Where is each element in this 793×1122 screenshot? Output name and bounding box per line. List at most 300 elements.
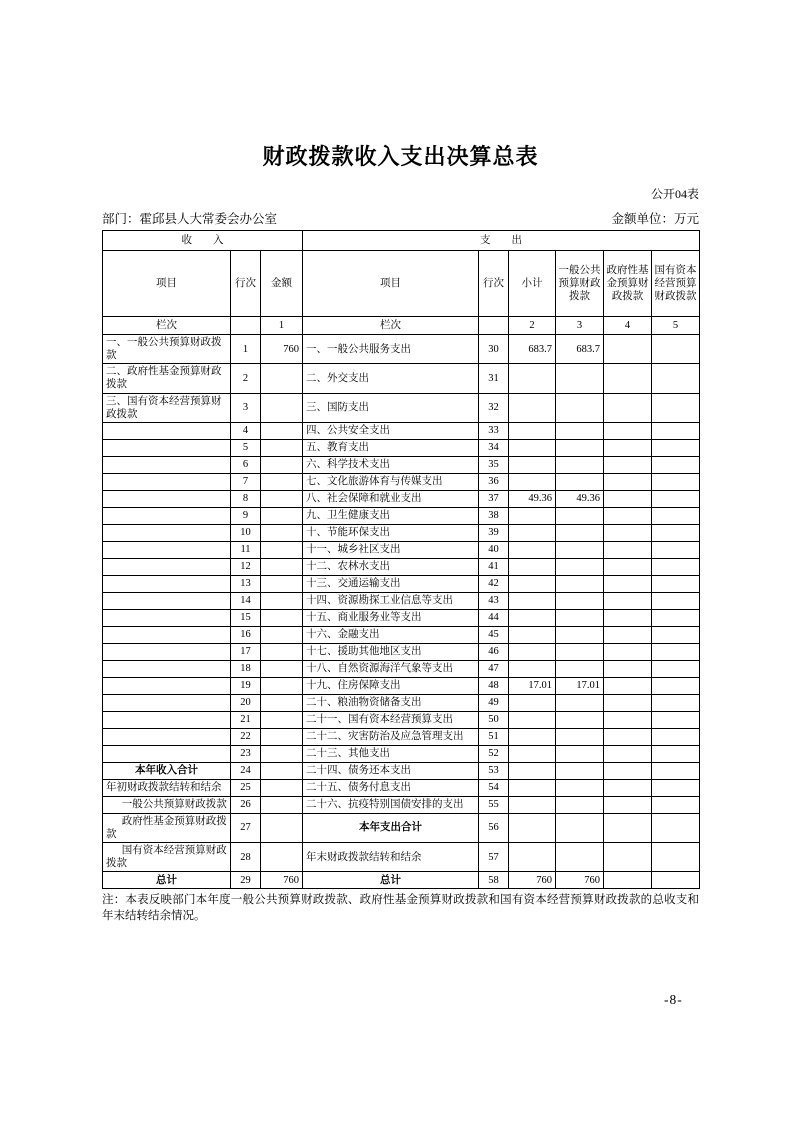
column-number-3: 3 xyxy=(556,317,604,335)
income-item-cell xyxy=(103,660,231,677)
expense-rowno-cell: 30 xyxy=(479,335,509,364)
expense-item-cell: 二十四、债务还本支出 xyxy=(303,762,479,779)
expense-capital-cell xyxy=(652,490,700,507)
expense-rowno-cell: 39 xyxy=(479,524,509,541)
expense-fund-cell xyxy=(604,473,652,490)
expense-rowno-cell: 48 xyxy=(479,677,509,694)
expense-general-cell xyxy=(556,643,604,660)
expense-general-cell xyxy=(556,524,604,541)
expense-general-cell: 683.7 xyxy=(556,335,604,364)
table-row xyxy=(103,507,700,524)
expense-rowno-cell: 33 xyxy=(479,422,509,439)
expense-item-cell: 二十五、债务付息支出 xyxy=(303,779,479,796)
expense-rowno-cell: 36 xyxy=(479,473,509,490)
income-item-cell xyxy=(103,728,231,745)
expense-fund-cell xyxy=(604,779,652,796)
income-amount-cell xyxy=(261,364,303,393)
income-amount-cell: 760 xyxy=(261,872,303,889)
table-row xyxy=(103,643,700,660)
expense-subtotal-cell xyxy=(509,524,556,541)
expense-general-cell xyxy=(556,507,604,524)
expense-subtotal-cell: 17.01 xyxy=(509,677,556,694)
expense-capital-cell xyxy=(652,364,700,393)
expense-item-cell: 十三、交通运输支出 xyxy=(303,575,479,592)
expense-general-cell xyxy=(556,728,604,745)
income-item-cell xyxy=(103,541,231,558)
expense-fund-cell xyxy=(604,677,652,694)
income-rowno-cell: 27 xyxy=(231,813,261,842)
expense-general-cell xyxy=(556,813,604,842)
expense-general-cell: 760 xyxy=(556,872,604,889)
expense-rowno-cell: 44 xyxy=(479,609,509,626)
income-amount-cell xyxy=(261,541,303,558)
income-rowno-header: 行次 xyxy=(231,251,261,317)
income-rowno-cell: 21 xyxy=(231,711,261,728)
expense-general-cell xyxy=(556,843,604,872)
income-rowno-cell: 5 xyxy=(231,439,261,456)
income-amount-header: 金额 xyxy=(261,251,303,317)
income-amount-cell xyxy=(261,524,303,541)
expense-general-cell xyxy=(556,364,604,393)
expense-fund-cell xyxy=(604,490,652,507)
expense-fund-cell xyxy=(604,364,652,393)
expense-general-cell xyxy=(556,393,604,422)
income-item-cell xyxy=(103,558,231,575)
income-amount-cell xyxy=(261,779,303,796)
expense-general-cell xyxy=(556,558,604,575)
expense-capital-cell xyxy=(652,872,700,889)
expense-capital-cell xyxy=(652,575,700,592)
expense-rowno-cell: 53 xyxy=(479,762,509,779)
expense-rowno-cell: 46 xyxy=(479,643,509,660)
expense-rowno-cell: 35 xyxy=(479,456,509,473)
expense-rowno-cell: 55 xyxy=(479,796,509,813)
income-amount-cell xyxy=(261,745,303,762)
income-item-cell xyxy=(103,473,231,490)
income-rowno-cell: 7 xyxy=(231,473,261,490)
expense-rowno-cell: 41 xyxy=(479,558,509,575)
page-number: -8- xyxy=(664,992,683,1007)
expense-rowno-cell: 56 xyxy=(479,813,509,842)
table-row xyxy=(103,490,700,507)
fiscal-appropriation-table xyxy=(102,230,700,889)
expense-general-cell xyxy=(556,660,604,677)
table-row xyxy=(103,335,700,364)
expense-rowno-cell: 45 xyxy=(479,626,509,643)
expense-fund-cell xyxy=(604,422,652,439)
income-rowno-cell: 19 xyxy=(231,677,261,694)
expense-item-cell: 十五、商业服务业等支出 xyxy=(303,609,479,626)
expense-fund-cell xyxy=(604,728,652,745)
column-number-4: 4 xyxy=(604,317,652,335)
expense-capital-cell xyxy=(652,779,700,796)
income-rowno-cell: 1 xyxy=(231,335,261,364)
expense-subtotal-cell xyxy=(509,439,556,456)
expense-rowno-cell: 34 xyxy=(479,439,509,456)
expense-capital-cell xyxy=(652,558,700,575)
expense-rowno-cell: 38 xyxy=(479,507,509,524)
expense-subtotal-cell xyxy=(509,422,556,439)
table-row xyxy=(103,872,700,889)
expense-general-cell xyxy=(556,796,604,813)
expense-subtotal-cell xyxy=(509,728,556,745)
expense-rowno-cell: 47 xyxy=(479,660,509,677)
expense-capital-cell xyxy=(652,711,700,728)
expense-capital-cell xyxy=(652,541,700,558)
expense-rowno-cell: 49 xyxy=(479,694,509,711)
expense-rowno-cell: 51 xyxy=(479,728,509,745)
expense-fund-cell xyxy=(604,393,652,422)
income-rowno-cell: 4 xyxy=(231,422,261,439)
income-item-cell xyxy=(103,677,231,694)
income-amount-cell xyxy=(261,843,303,872)
expense-subtotal-cell xyxy=(509,592,556,609)
expense-fund-cell xyxy=(604,439,652,456)
income-rowno-cell: 11 xyxy=(231,541,261,558)
income-item-cell: 二、政府性基金预算财政拨款 xyxy=(103,364,231,393)
expense-subtotal-cell xyxy=(509,558,556,575)
expense-capital-cell xyxy=(652,592,700,609)
expense-subtotal-cell xyxy=(509,541,556,558)
income-item-cell xyxy=(103,575,231,592)
table-row xyxy=(103,558,700,575)
income-rowno-cell: 12 xyxy=(231,558,261,575)
expense-subtotal-cell xyxy=(509,813,556,842)
expense-fund-cell xyxy=(604,643,652,660)
expense-item-cell: 九、卫生健康支出 xyxy=(303,507,479,524)
expense-subtotal-cell xyxy=(509,473,556,490)
expense-gov-fund-header: 政府性基金预算财政拨款 xyxy=(604,251,652,317)
expense-fund-cell xyxy=(604,609,652,626)
expense-capital-cell xyxy=(652,694,700,711)
expense-subtotal-cell xyxy=(509,779,556,796)
document-sheet xyxy=(102,140,699,924)
table-row xyxy=(103,745,700,762)
expense-fund-cell xyxy=(604,745,652,762)
expense-rowno-cell: 42 xyxy=(479,575,509,592)
income-amount-cell xyxy=(261,490,303,507)
expense-subtotal-cell xyxy=(509,456,556,473)
expense-general-budget-header: 一般公共预算财政拨款 xyxy=(556,251,604,317)
expense-capital-cell xyxy=(652,796,700,813)
expense-capital-cell xyxy=(652,422,700,439)
table-row xyxy=(103,609,700,626)
expense-subtotal-cell xyxy=(509,843,556,872)
income-item-cell: 国有资本经营预算财政拨款 xyxy=(103,843,231,872)
expense-item-cell: 十一、城乡社区支出 xyxy=(303,541,479,558)
income-item-cell xyxy=(103,592,231,609)
table-label: 公开04表 xyxy=(650,187,699,201)
expense-item-cell: 十九、住房保障支出 xyxy=(303,677,479,694)
income-item-cell xyxy=(103,626,231,643)
department-label: 部门：霍邱县人大常委会办公室 xyxy=(102,212,278,226)
expense-capital-cell xyxy=(652,813,700,842)
income-amount-cell: 760 xyxy=(261,335,303,364)
income-rowno-cell: 29 xyxy=(231,872,261,889)
expense-fund-cell xyxy=(604,796,652,813)
table-row xyxy=(103,711,700,728)
expense-item-cell: 十七、援助其他地区支出 xyxy=(303,643,479,660)
expense-subtotal-cell xyxy=(509,364,556,393)
expense-subtotal-cell xyxy=(509,711,556,728)
expense-item-cell: 八、社会保障和就业支出 xyxy=(303,490,479,507)
expense-capital-cell xyxy=(652,439,700,456)
table-row xyxy=(103,843,700,872)
expense-fund-cell xyxy=(604,507,652,524)
expense-subtotal-cell: 683.7 xyxy=(509,335,556,364)
expense-rowno-cell: 40 xyxy=(479,541,509,558)
expense-subtotal-cell xyxy=(509,626,556,643)
column-header-row xyxy=(103,251,700,317)
income-rowno-cell: 26 xyxy=(231,796,261,813)
section-header-row xyxy=(103,231,700,251)
income-rowno-cell: 16 xyxy=(231,626,261,643)
expense-item-cell: 七、文化旅游体育与传媒支出 xyxy=(303,473,479,490)
expense-rowno-cell: 32 xyxy=(479,393,509,422)
expense-capital-cell xyxy=(652,660,700,677)
expense-item-cell: 二十六、抗疫特别国债安排的支出 xyxy=(303,796,479,813)
expense-general-cell xyxy=(556,456,604,473)
table-row xyxy=(103,779,700,796)
expense-subtotal-cell xyxy=(509,643,556,660)
expense-subtotal-cell xyxy=(509,575,556,592)
expense-general-cell xyxy=(556,694,604,711)
expense-item-header: 项目 xyxy=(303,251,479,317)
expense-rowno-blank xyxy=(479,317,509,335)
expense-item-cell: 二十、粮油物资储备支出 xyxy=(303,694,479,711)
income-rowno-cell: 25 xyxy=(231,779,261,796)
income-item-cell xyxy=(103,524,231,541)
income-item-cell xyxy=(103,711,231,728)
table-row xyxy=(103,728,700,745)
expense-general-cell xyxy=(556,439,604,456)
income-item-cell xyxy=(103,694,231,711)
table-row xyxy=(103,439,700,456)
income-amount-cell xyxy=(261,507,303,524)
expense-rowno-cell: 43 xyxy=(479,592,509,609)
income-amount-cell xyxy=(261,660,303,677)
expense-item-cell: 十四、资源勘探工业信息等支出 xyxy=(303,592,479,609)
expense-fund-cell xyxy=(604,626,652,643)
column-number-5: 5 xyxy=(652,317,700,335)
expense-rowno-cell: 37 xyxy=(479,490,509,507)
income-amount-cell xyxy=(261,796,303,813)
income-item-cell xyxy=(103,456,231,473)
income-rowno-cell: 3 xyxy=(231,393,261,422)
expense-general-cell xyxy=(556,779,604,796)
income-amount-cell xyxy=(261,456,303,473)
expense-rowno-header: 行次 xyxy=(479,251,509,317)
expense-capital-cell xyxy=(652,473,700,490)
income-item-cell xyxy=(103,490,231,507)
income-rowno-cell: 20 xyxy=(231,694,261,711)
expense-subtotal-cell: 760 xyxy=(509,872,556,889)
income-amount-cell xyxy=(261,592,303,609)
income-amount-cell xyxy=(261,439,303,456)
income-rowno-cell: 22 xyxy=(231,728,261,745)
income-rowno-cell: 8 xyxy=(231,490,261,507)
expense-state-capital-header: 国有资本经营预算财政拨款 xyxy=(652,251,700,317)
income-amount-cell xyxy=(261,728,303,745)
expense-rowno-cell: 31 xyxy=(479,364,509,393)
expense-fund-cell xyxy=(604,456,652,473)
expense-general-cell xyxy=(556,762,604,779)
expense-fund-cell xyxy=(604,660,652,677)
expense-item-cell: 一、一般公共服务支出 xyxy=(303,335,479,364)
table-row xyxy=(103,796,700,813)
expense-general-cell xyxy=(556,575,604,592)
expense-subtotal-cell xyxy=(509,762,556,779)
expense-item-cell: 四、公共安全支出 xyxy=(303,422,479,439)
expense-general-cell xyxy=(556,541,604,558)
expense-capital-cell xyxy=(652,335,700,364)
expense-item-cell: 年末财政拨款结转和结余 xyxy=(303,843,479,872)
expense-subtotal-cell xyxy=(509,507,556,524)
note-text: 注：本表反映部门本年度一般公共预算财政拨款、政府性基金预算财政拨款和国有资本经营预算财政拨款的总收支和年末结转结余情况。 xyxy=(102,894,699,922)
income-amount-cell xyxy=(261,575,303,592)
column-number-2: 2 xyxy=(509,317,556,335)
income-amount-cell xyxy=(261,677,303,694)
expense-general-cell xyxy=(556,592,604,609)
income-item-cell: 一、一般公共预算财政拨款 xyxy=(103,335,231,364)
expense-fund-cell xyxy=(604,813,652,842)
expense-column-label: 栏次 xyxy=(303,317,479,335)
expense-fund-cell xyxy=(604,762,652,779)
income-rowno-cell: 13 xyxy=(231,575,261,592)
expense-capital-cell xyxy=(652,728,700,745)
expense-general-cell: 17.01 xyxy=(556,677,604,694)
meta-row xyxy=(102,209,699,227)
expense-general-cell xyxy=(556,422,604,439)
expense-item-cell: 二十一、国有资本经营预算支出 xyxy=(303,711,479,728)
expense-item-cell: 二十三、其他支出 xyxy=(303,745,479,762)
income-amount-cell xyxy=(261,473,303,490)
expense-capital-cell xyxy=(652,745,700,762)
table-row xyxy=(103,541,700,558)
income-rowno-cell: 24 xyxy=(231,762,261,779)
expense-item-cell: 三、国防支出 xyxy=(303,393,479,422)
expense-item-cell: 二十二、灾害防治及应急管理支出 xyxy=(303,728,479,745)
expense-subtotal-cell xyxy=(509,796,556,813)
unit-label: 金额单位：万元 xyxy=(611,212,699,226)
expense-general-cell xyxy=(556,711,604,728)
expense-rowno-cell: 52 xyxy=(479,745,509,762)
income-amount-cell xyxy=(261,643,303,660)
table-row xyxy=(103,422,700,439)
expense-general-cell xyxy=(556,745,604,762)
expense-rowno-cell: 50 xyxy=(479,711,509,728)
income-item-cell xyxy=(103,609,231,626)
expense-item-cell: 本年支出合计 xyxy=(303,813,479,842)
expense-section-header: 支 出 xyxy=(303,231,700,251)
expense-capital-cell xyxy=(652,507,700,524)
expense-item-cell: 二、外交支出 xyxy=(303,364,479,393)
income-amount-cell xyxy=(261,393,303,422)
expense-rowno-cell: 54 xyxy=(479,779,509,796)
expense-general-cell xyxy=(556,626,604,643)
expense-capital-cell xyxy=(652,393,700,422)
table-row xyxy=(103,473,700,490)
table-row xyxy=(103,524,700,541)
income-amount-cell xyxy=(261,694,303,711)
expense-rowno-cell: 57 xyxy=(479,843,509,872)
expense-fund-cell xyxy=(604,872,652,889)
income-rowno-cell: 18 xyxy=(231,660,261,677)
income-amount-cell xyxy=(261,609,303,626)
income-item-cell: 总计 xyxy=(103,872,231,889)
expense-capital-cell xyxy=(652,643,700,660)
expense-fund-cell xyxy=(604,575,652,592)
column-number-1: 1 xyxy=(261,317,303,335)
income-rowno-cell: 23 xyxy=(231,745,261,762)
income-amount-cell xyxy=(261,762,303,779)
expense-general-cell: 49.36 xyxy=(556,490,604,507)
income-amount-cell xyxy=(261,626,303,643)
expense-fund-cell xyxy=(604,541,652,558)
expense-item-cell: 十八、自然资源海洋气象等支出 xyxy=(303,660,479,677)
expense-item-cell: 总计 xyxy=(303,872,479,889)
expense-item-cell: 十二、农林水支出 xyxy=(303,558,479,575)
table-row xyxy=(103,813,700,842)
income-item-header: 项目 xyxy=(103,251,231,317)
income-rowno-blank xyxy=(231,317,261,335)
expense-capital-cell xyxy=(652,843,700,872)
income-column-label: 栏次 xyxy=(103,317,231,335)
expense-fund-cell xyxy=(604,843,652,872)
income-item-cell xyxy=(103,507,231,524)
expense-fund-cell xyxy=(604,558,652,575)
income-rowno-cell: 28 xyxy=(231,843,261,872)
table-row xyxy=(103,677,700,694)
expense-subtotal-cell xyxy=(509,660,556,677)
income-rowno-cell: 2 xyxy=(231,364,261,393)
income-rowno-cell: 14 xyxy=(231,592,261,609)
table-row xyxy=(103,456,700,473)
table-row xyxy=(103,626,700,643)
income-amount-cell xyxy=(261,558,303,575)
income-amount-cell xyxy=(261,813,303,842)
expense-subtotal-header: 小计 xyxy=(509,251,556,317)
expense-fund-cell xyxy=(604,694,652,711)
expense-rowno-cell: 58 xyxy=(479,872,509,889)
expense-subtotal-cell xyxy=(509,393,556,422)
expense-item-cell: 六、科学技术支出 xyxy=(303,456,479,473)
table-row xyxy=(103,575,700,592)
table-row xyxy=(103,762,700,779)
income-rowno-cell: 17 xyxy=(231,643,261,660)
expense-capital-cell xyxy=(652,456,700,473)
table-row xyxy=(103,660,700,677)
expense-fund-cell xyxy=(604,524,652,541)
table-row xyxy=(103,592,700,609)
expense-subtotal-cell xyxy=(509,745,556,762)
income-amount-cell xyxy=(261,711,303,728)
income-rowno-cell: 10 xyxy=(231,524,261,541)
income-item-cell: 年初财政拨款结转和结余 xyxy=(103,779,231,796)
expense-capital-cell xyxy=(652,609,700,626)
income-section-header: 收 入 xyxy=(103,231,303,251)
income-rowno-cell: 9 xyxy=(231,507,261,524)
expense-capital-cell xyxy=(652,677,700,694)
expense-general-cell xyxy=(556,473,604,490)
expense-fund-cell xyxy=(604,335,652,364)
income-item-cell xyxy=(103,745,231,762)
income-item-cell: 一般公共预算财政拨款 xyxy=(103,796,231,813)
expense-subtotal-cell xyxy=(509,694,556,711)
expense-capital-cell xyxy=(652,626,700,643)
expense-fund-cell xyxy=(604,711,652,728)
expense-capital-cell xyxy=(652,524,700,541)
